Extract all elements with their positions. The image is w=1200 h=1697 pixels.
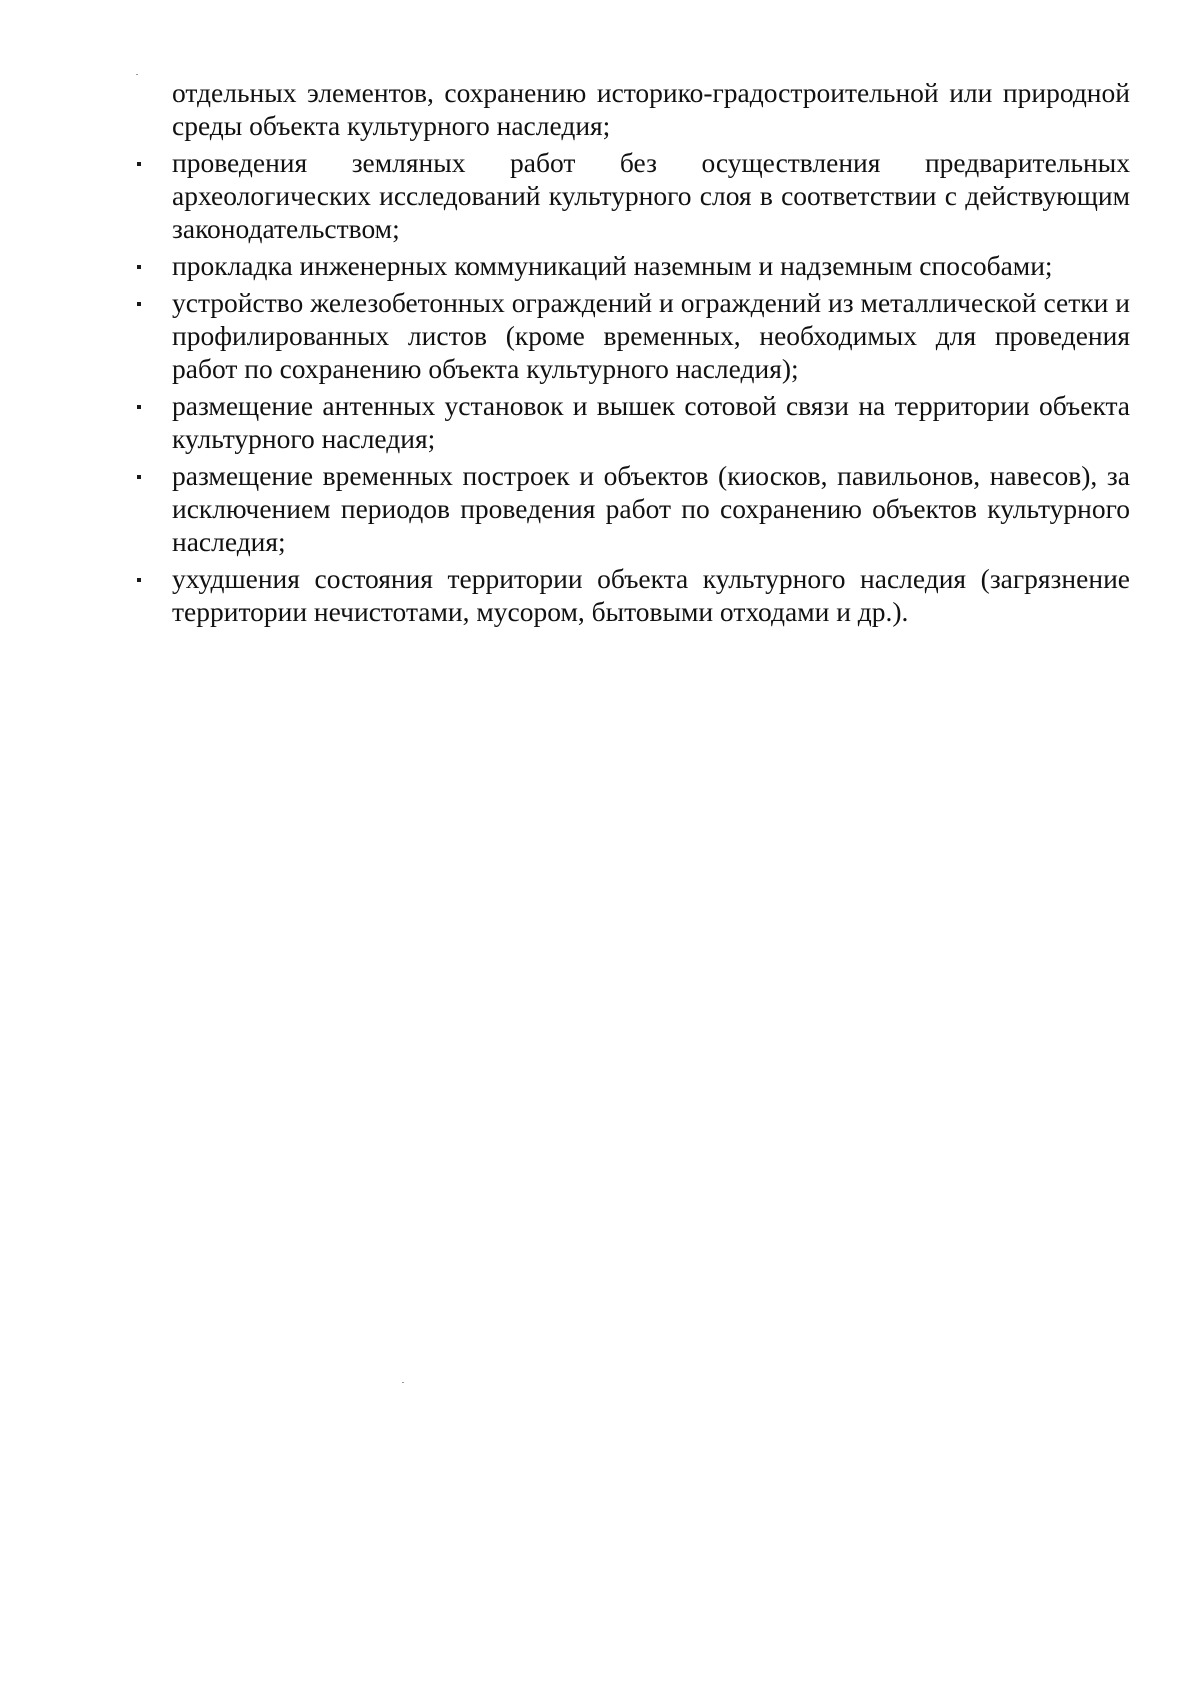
document-body	[172, 76, 1130, 628]
continuation-paragraph: отдельных элементов, сохранению историко-градостроительной или природной среды объекта культурного наследия;	[172, 77, 1130, 141]
list-item: проведения земляных работ без осуществления предварительных археологических исследований культурного слоя в соответствии с действующим законодательством;	[172, 147, 1130, 244]
restrictions-list	[172, 146, 1130, 628]
list-item: прокладка инженерных коммуникаций наземным и надземным способами;	[172, 249, 1130, 282]
list-item: размещение временных построек и объектов (киосков, павильонов, навесов), за исключением периодов проведения работ по сохранению объектов культурного наследия;	[172, 460, 1130, 557]
list-item: размещение антенных установок и вышек сотовой связи на территории объекта культурного наследия;	[172, 390, 1130, 454]
list-item: ухудшения состояния территории объекта культурного наследия (загрязнение территории нечистотами, мусором, бытовыми отходами и др.).	[172, 563, 1130, 627]
scan-speck	[136, 74, 138, 75]
list-item: устройство железобетонных ограждений и ограждений из металлической сетки и профилированных листов (кроме временных, необходимых для проведения работ по сохранению объекта культурного наследия);	[172, 287, 1130, 384]
scan-speck	[402, 1382, 404, 1383]
